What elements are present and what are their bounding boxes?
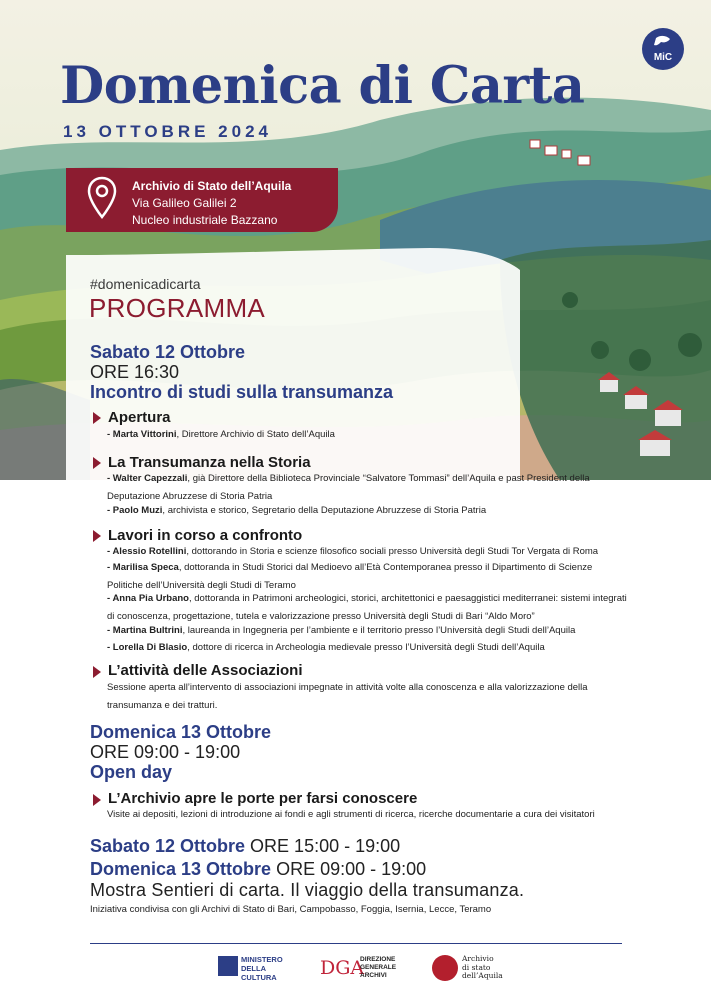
event-date: 13 OTTOBRE 2024 bbox=[63, 122, 272, 141]
speaker-role: , Direttore Archivio di Stato dell’Aquila bbox=[176, 429, 335, 440]
section-title-open-day: L’Archivio apre le porte per farsi conoscere bbox=[108, 790, 418, 807]
archivio-text bbox=[462, 955, 503, 981]
saturday-subtitle: Incontro di studi sulla transumanza bbox=[90, 382, 394, 402]
dga-line-2: GENERALE bbox=[360, 964, 397, 971]
speaker-entry bbox=[107, 622, 627, 640]
section-arrow-icon bbox=[93, 794, 101, 806]
section-title-associazioni: L’attività delle Associazioni bbox=[108, 662, 303, 679]
speaker-entry bbox=[107, 639, 627, 657]
ministry-logo bbox=[218, 955, 288, 981]
archivio-stato-logo bbox=[432, 955, 507, 983]
section-title-apertura: Apertura bbox=[108, 409, 171, 426]
ministry-line-1: MINISTERO bbox=[241, 955, 283, 964]
speaker-name: - Martina Bultrini bbox=[107, 625, 183, 636]
program-heading: PROGRAMMA bbox=[89, 293, 266, 323]
ministry-emblem-icon bbox=[218, 956, 238, 976]
speaker-name: - Anna Pia Urbano bbox=[107, 593, 189, 604]
mic-badge-text: MiC bbox=[653, 52, 673, 63]
sunday-day: Domenica 13 Ottobre bbox=[90, 722, 272, 742]
speaker-name: - Marilisa Speca bbox=[107, 562, 179, 573]
mic-logo bbox=[642, 28, 684, 70]
section-arrow-icon bbox=[93, 412, 101, 424]
section-description: Visite ai depositi, lezioni di introduzione ai fondi e agli strumenti di ricerca, ricerche documentarie a cura dei visitatori bbox=[107, 809, 595, 820]
section-arrow-icon bbox=[93, 530, 101, 542]
archivio-line-3: dell’Aquila bbox=[462, 971, 503, 980]
exhibition-day-1: Sabato 12 Ottobre bbox=[90, 836, 246, 856]
speaker-name: - Walter Capezzali bbox=[107, 473, 188, 484]
archivio-line-1: Archivio bbox=[462, 954, 494, 963]
speaker-name: - Marta Vittorini bbox=[107, 429, 177, 440]
speaker-name: - Lorella Di Blasio bbox=[107, 642, 188, 653]
saturday-day: Sabato 12 Ottobre bbox=[90, 342, 246, 362]
saturday-time: ORE 16:30 bbox=[90, 362, 180, 382]
dga-line-3: ARCHIVI bbox=[360, 972, 387, 979]
archivio-line-2: di stato bbox=[462, 962, 491, 972]
speaker-role: , dottore di ricerca in Archeologia medievale presso l’Università degli Studi dell’Aquila bbox=[187, 642, 545, 653]
speaker-role: , dottoranda in Patrimoni archeologici, storici, architettonici e paesaggistici mediterranei: sistemi integrati di conoscenza, progettazione, tutela e valorizzazione presso Università degli Studi di Bari “Aldo Moro” bbox=[107, 593, 627, 622]
mic-emblem-icon bbox=[642, 28, 684, 70]
section-title-storia: La Transumanza nella Storia bbox=[108, 454, 311, 471]
hashtag: #domenicadicarta bbox=[90, 276, 201, 292]
exhibition-time-1: ORE 15:00 - 19:00 bbox=[250, 836, 401, 856]
ministry-line-3: CULTURA bbox=[241, 973, 277, 982]
speaker-name: - Paolo Muzi bbox=[107, 505, 163, 516]
footer-divider bbox=[90, 943, 622, 944]
location-street: Via Galileo Galilei 2 bbox=[132, 196, 237, 210]
dga-mark: DGA bbox=[320, 957, 365, 979]
speaker-role: , dottorando in Storia e scienze filosofico sociali presso Università degli Studi Tor Vergata di Roma bbox=[186, 546, 599, 557]
section-description: Sessione aperta all’intervento di associazioni impegnate in attività volte alla conoscenza e alla valorizzazione della transumanza e dei tratturi. bbox=[107, 682, 588, 711]
speaker-role: , archivista e storico, Segretario della Deputazione Abruzzese di Storia Patria bbox=[162, 505, 487, 516]
section-title-lavori: Lavori in corso a confronto bbox=[108, 527, 303, 544]
exhibition-note: Iniziativa condivisa con gli Archivi di Stato di Bari, Campobasso, Foggia, Isernia, Lecce, Teramo bbox=[90, 904, 492, 915]
dga-logo bbox=[320, 955, 410, 981]
dga-text bbox=[360, 956, 396, 980]
page-title: Domenica di Carta bbox=[60, 56, 585, 116]
ministry-line-2: DELLA bbox=[241, 964, 266, 973]
ministry-text bbox=[241, 955, 283, 982]
location-area: Nucleo industriale Bazzano bbox=[132, 213, 278, 227]
exhibition-title: Mostra Sentieri di carta. Il viaggio della transumanza. bbox=[90, 880, 525, 900]
section-arrow-icon bbox=[93, 666, 101, 678]
speaker-role: , già Direttore della Biblioteca Provinciale “Salvatore Tommasi” dell’Aquila e past President della Deputazione Abruzzese di Storia Patria bbox=[107, 473, 590, 502]
speaker-entry bbox=[107, 470, 627, 506]
speaker-role: , laureanda in Ingegneria per l’ambiente e il territorio presso l’Università degli Studi dell’Aquila bbox=[182, 625, 576, 636]
speaker-entry bbox=[107, 590, 627, 626]
speaker-entry bbox=[107, 502, 627, 520]
sunday-time: ORE 09:00 - 19:00 bbox=[90, 742, 241, 762]
speaker-name: - Alessio Rotellini bbox=[107, 546, 187, 557]
location-box bbox=[66, 168, 338, 232]
section-arrow-icon bbox=[93, 457, 101, 469]
dga-line-1: DIREZIONE bbox=[360, 956, 396, 963]
exhibition-time-2: ORE 09:00 - 19:00 bbox=[276, 859, 427, 879]
speaker-entry bbox=[107, 426, 627, 444]
map-pin-icon bbox=[87, 176, 117, 220]
exhibition-line-1 bbox=[90, 836, 400, 857]
sunday-subtitle: Open day bbox=[90, 762, 173, 782]
exhibition-line-2 bbox=[90, 859, 426, 880]
speaker-role: , dottoranda in Studi Storici dal Medioevo all’Età Contemporanea presso il Dipartimento di Scienze Politiche dell’Università degli Studi di Teramo bbox=[107, 562, 593, 591]
location-name: Archivio di Stato dell’Aquila bbox=[132, 179, 292, 193]
eagle-seal-icon bbox=[432, 955, 458, 981]
exhibition-day-2: Domenica 13 Ottobre bbox=[90, 859, 272, 879]
